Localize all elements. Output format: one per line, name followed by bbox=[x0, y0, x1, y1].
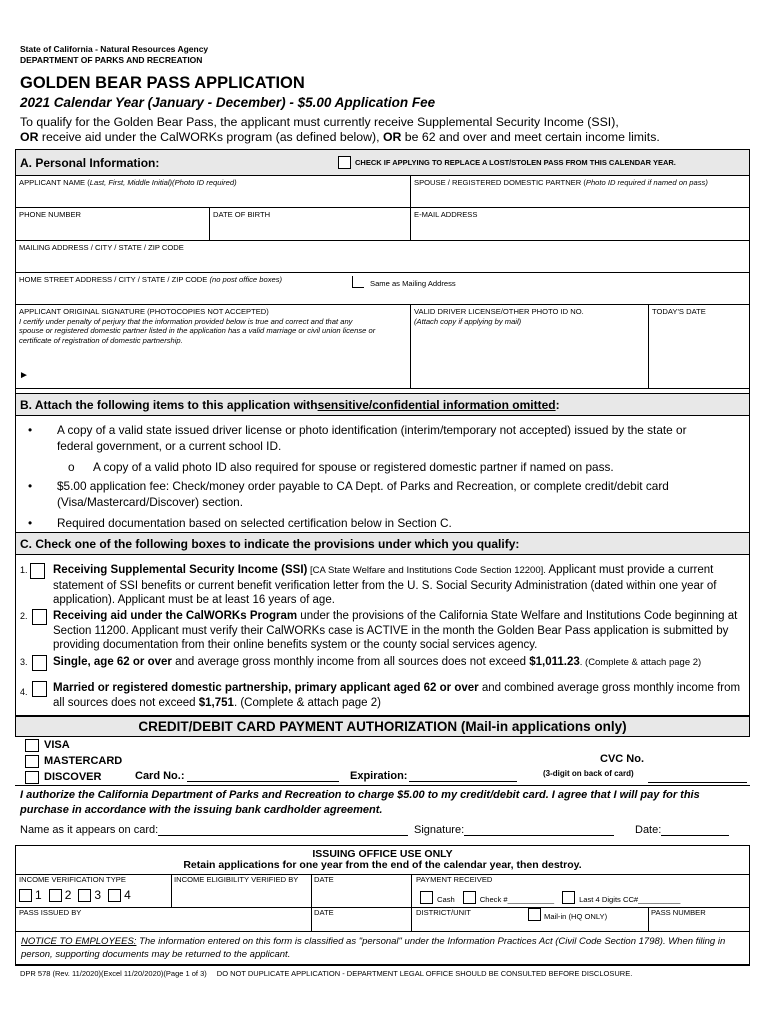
district-unit-label: DISTRICT/UNIT bbox=[416, 908, 471, 917]
mastercard-checkbox[interactable] bbox=[25, 755, 39, 768]
section-a bbox=[15, 149, 750, 395]
form-number: DPR 578 (Rev. 11/2020)(Excel 11/20/2020)(Page 1 of 3) bbox=[20, 969, 207, 978]
cvc-sublabel: (3-digit on back of card) bbox=[543, 769, 634, 778]
email-field[interactable]: E-MAIL ADDRESS bbox=[411, 208, 750, 241]
married-checkbox[interactable] bbox=[32, 681, 47, 697]
notice-to-employees: NOTICE TO EMPLOYEES: The information entered on this form is classified as "personal" under the Information Practices Act (Civil Code Section 1798). When filing in person, supporting documents may be returned to the applicant. bbox=[15, 932, 750, 966]
check-checkbox[interactable] bbox=[463, 891, 476, 904]
license-label: VALID DRIVER LICENSE/OTHER PHOTO ID NO. bbox=[414, 307, 584, 316]
replace-pass-checkbox[interactable] bbox=[338, 156, 351, 169]
divider bbox=[15, 785, 750, 786]
pass-number-label: PASS NUMBER bbox=[651, 908, 706, 917]
item-spouse-id: A copy of a valid photo ID also required for spouse or registered domestic partner if named on pass. bbox=[93, 460, 614, 474]
payment-received-label: PAYMENT RECEIVED bbox=[416, 875, 493, 884]
same-as-mailing-option[interactable] bbox=[352, 276, 456, 288]
item-fee: $5.00 application fee: Check/money order payable to CA Dept. of Parks and Recreation, or complete credit/debit card (Visa/Mastercard/Discover) section. bbox=[57, 479, 669, 509]
pass-issued-by-label: PASS ISSUED BY bbox=[19, 908, 82, 917]
dob-field[interactable]: DATE OF BIRTH bbox=[210, 208, 411, 241]
form-footer bbox=[20, 969, 632, 978]
cardholder-name-field[interactable]: Name as it appears on card: bbox=[20, 824, 408, 836]
type-3-checkbox[interactable] bbox=[78, 889, 91, 902]
replace-pass-label: CHECK IF APPLYING TO REPLACE A LOST/STOLEN PASS FROM THIS CALENDAR YEAR. bbox=[355, 158, 676, 167]
form-subtitle: 2021 Calendar Year (January - December) - $5.00 Application Fee bbox=[20, 95, 436, 110]
spouse-field[interactable]: SPOUSE / REGISTERED DOMESTIC PARTNER (Photo ID required if named on pass) bbox=[411, 176, 750, 208]
mastercard-option[interactable]: MASTERCARD bbox=[25, 753, 122, 769]
discover-checkbox[interactable] bbox=[25, 771, 39, 784]
divider bbox=[648, 907, 649, 932]
discover-option[interactable]: DISCOVER bbox=[25, 769, 122, 785]
todays-date-field[interactable]: TODAY'S DATE bbox=[649, 305, 750, 389]
authorization-text: I authorize the California Department of Parks and Recreation to charge $5.00 to my credit/debit card. I agree that I will pay for this purchase in accordance with the issuing bank cardholder agreement. bbox=[20, 789, 700, 816]
office-title: ISSUING OFFICE USE ONLY bbox=[312, 848, 453, 860]
cvc-label: CVC No. bbox=[600, 753, 644, 765]
office-header bbox=[16, 846, 749, 871]
option-ssi[interactable]: 1. Receiving Supplemental Security Income (SSI) [CA State Welfare and Institutions Code Section 12200]. Applicant must provide a current statement of SSI benefits or current benefit verification letter from the U. S. Social Security Administration (dated within one year of application). Applicant must be at least 16 years of age. bbox=[20, 564, 717, 606]
bullet-icon: • bbox=[28, 516, 33, 530]
option-number: 4. bbox=[20, 687, 28, 697]
divider bbox=[411, 874, 412, 932]
phone-field[interactable]: PHONE NUMBER bbox=[16, 208, 210, 241]
card-type-options bbox=[25, 737, 122, 785]
section-a-title: A. Personal Information: bbox=[20, 155, 160, 170]
card-number-line[interactable] bbox=[187, 770, 339, 782]
bullet-icon: • bbox=[28, 423, 33, 437]
item-documentation: Required documentation based on selected certification below in Section C. bbox=[57, 516, 452, 530]
intro-line-2: OR receive aid under the CalWORKs program (as defined below), OR be 62 and over and meet certain income limits. bbox=[20, 130, 660, 144]
department-name: DEPARTMENT OF PARKS AND RECREATION bbox=[20, 55, 203, 65]
option-number: 1. bbox=[20, 565, 28, 575]
mailin-checkbox[interactable] bbox=[528, 908, 541, 921]
cc-checkbox[interactable] bbox=[562, 891, 575, 904]
office-date-label: DATE bbox=[314, 875, 334, 884]
intro-line-1: To qualify for the Golden Bear Pass, the applicant must currently receive Supplemental Security Income (SSI), bbox=[20, 115, 619, 129]
item-photo-id: A copy of a valid state issued driver license or photo identification (interim/temporary not accepted) issued by the state or federal government, or a current school ID. bbox=[57, 423, 687, 453]
divider bbox=[171, 874, 172, 907]
signature-field[interactable] bbox=[16, 305, 411, 389]
type-2-checkbox[interactable] bbox=[49, 889, 62, 902]
option-calworks[interactable]: 2. Receiving aid under the CalWORKs Program under the provisions of the California State Welfare and Institutions Code beginning at Section 11200. Applicant must verify their CalWORKs case is ACTIVE in the month the Golden Bear Pass application is submitted by providing documentation from their online benefits system or the county social services agency. bbox=[20, 610, 738, 651]
section-c-title: C. Check one of the following boxes to indicate the provisions under which you qualify: bbox=[16, 533, 749, 555]
card-date-field[interactable]: Date: bbox=[635, 824, 729, 836]
signature-card-field[interactable]: Signature: bbox=[414, 824, 614, 836]
intro-text bbox=[20, 115, 750, 145]
section-b bbox=[15, 393, 750, 533]
option-married[interactable]: 4. Married or registered domestic partnership, primary applicant aged 62 or over and combined average gross monthly income from all sources does not exceed $1,751. (Complete & attach page 2) bbox=[20, 682, 741, 709]
agency-header bbox=[20, 44, 208, 66]
income-type-options: 1 2 3 4 bbox=[19, 888, 131, 902]
replace-pass-option[interactable] bbox=[338, 156, 676, 169]
same-as-mailing-checkbox[interactable] bbox=[352, 276, 364, 288]
card-number-field[interactable]: Card No.: bbox=[135, 770, 339, 782]
signature-label: APPLICANT ORIGINAL SIGNATURE (PHOTOCOPIES NOT ACCEPTED) bbox=[19, 307, 269, 316]
payment-options: Cash Check #___________ Last 4 Digits CC#__________ bbox=[420, 891, 680, 904]
calworks-checkbox[interactable] bbox=[32, 609, 47, 625]
type-4-checkbox[interactable] bbox=[108, 889, 121, 902]
expiration-field[interactable]: Expiration: bbox=[350, 770, 517, 782]
home-address-field[interactable]: HOME STREET ADDRESS / CITY / STATE / ZIP CODE (no post office boxes) Same as Mailing Address bbox=[16, 273, 750, 305]
visa-option[interactable]: VISA bbox=[25, 737, 122, 753]
income-verification-label: INCOME VERIFICATION TYPE bbox=[19, 875, 126, 884]
cardholder-name-line[interactable] bbox=[158, 824, 408, 836]
expiration-line[interactable] bbox=[409, 770, 517, 782]
signature-arrow-icon: ► bbox=[19, 370, 29, 381]
cvc-field[interactable] bbox=[648, 770, 747, 783]
visa-checkbox[interactable] bbox=[25, 739, 39, 752]
certification-text: I certify under penalty of perjury that the information provided below is true and correct and that any spouse or registered domestic partner listed in the application has a valid marriage or civil union license or certificate of registration of domestic partnership. bbox=[19, 316, 376, 345]
office-retain: Retain applications for one year from the end of the calendar year, then destroy. bbox=[183, 859, 582, 871]
type-1-checkbox[interactable] bbox=[19, 889, 32, 902]
bullet-icon: • bbox=[28, 479, 33, 493]
license-field[interactable] bbox=[411, 305, 649, 389]
form-title: GOLDEN BEAR PASS APPLICATION bbox=[20, 74, 305, 92]
applicant-name-field[interactable]: APPLICANT NAME (Last, First, Middle Initial)(Photo ID required) bbox=[16, 176, 411, 208]
license-note: (Attach copy if applying by mail) bbox=[414, 316, 522, 326]
sub-bullet-icon: o bbox=[68, 460, 75, 474]
section-a-header bbox=[16, 150, 749, 176]
office-date2-label: DATE bbox=[314, 908, 334, 917]
same-as-mailing-label: Same as Mailing Address bbox=[370, 278, 456, 288]
mailin-option[interactable]: Mail-in (HQ ONLY) bbox=[528, 908, 607, 921]
cash-checkbox[interactable] bbox=[420, 891, 433, 904]
option-number: 3. bbox=[20, 657, 28, 667]
option-number: 2. bbox=[20, 611, 28, 621]
divider bbox=[311, 874, 312, 932]
issuing-office-section bbox=[15, 845, 750, 932]
signature-card-line[interactable] bbox=[464, 824, 614, 836]
card-date-line[interactable] bbox=[661, 824, 729, 836]
card-section-title: CREDIT/DEBIT CARD PAYMENT AUTHORIZATION (Mail-in applications only) bbox=[15, 716, 750, 737]
footer-warning: DO NOT DUPLICATE APPLICATION - DEPARTMENT LEGAL OFFICE SHOULD BE CONSULTED BEFORE DISCLOSURE. bbox=[216, 969, 633, 978]
section-b-header: B. Attach the following items to this application with sensitive/confidential information omitted : bbox=[16, 394, 749, 416]
mailing-address-field[interactable]: MAILING ADDRESS / CITY / STATE / ZIP CODE bbox=[16, 241, 750, 273]
agency-name: State of California - Natural Resources Agency bbox=[20, 44, 209, 54]
option-single[interactable]: 3. Single, age 62 or over and average gross monthly income from all sources does not exceed $1,011.23. (Complete & attach page 2) bbox=[20, 655, 750, 671]
divider bbox=[16, 907, 749, 908]
eligibility-verified-label: INCOME ELIGIBILITY VERIFIED BY bbox=[174, 875, 299, 884]
divider bbox=[16, 874, 749, 875]
single-checkbox[interactable] bbox=[32, 655, 47, 671]
ssi-checkbox[interactable] bbox=[30, 563, 45, 579]
